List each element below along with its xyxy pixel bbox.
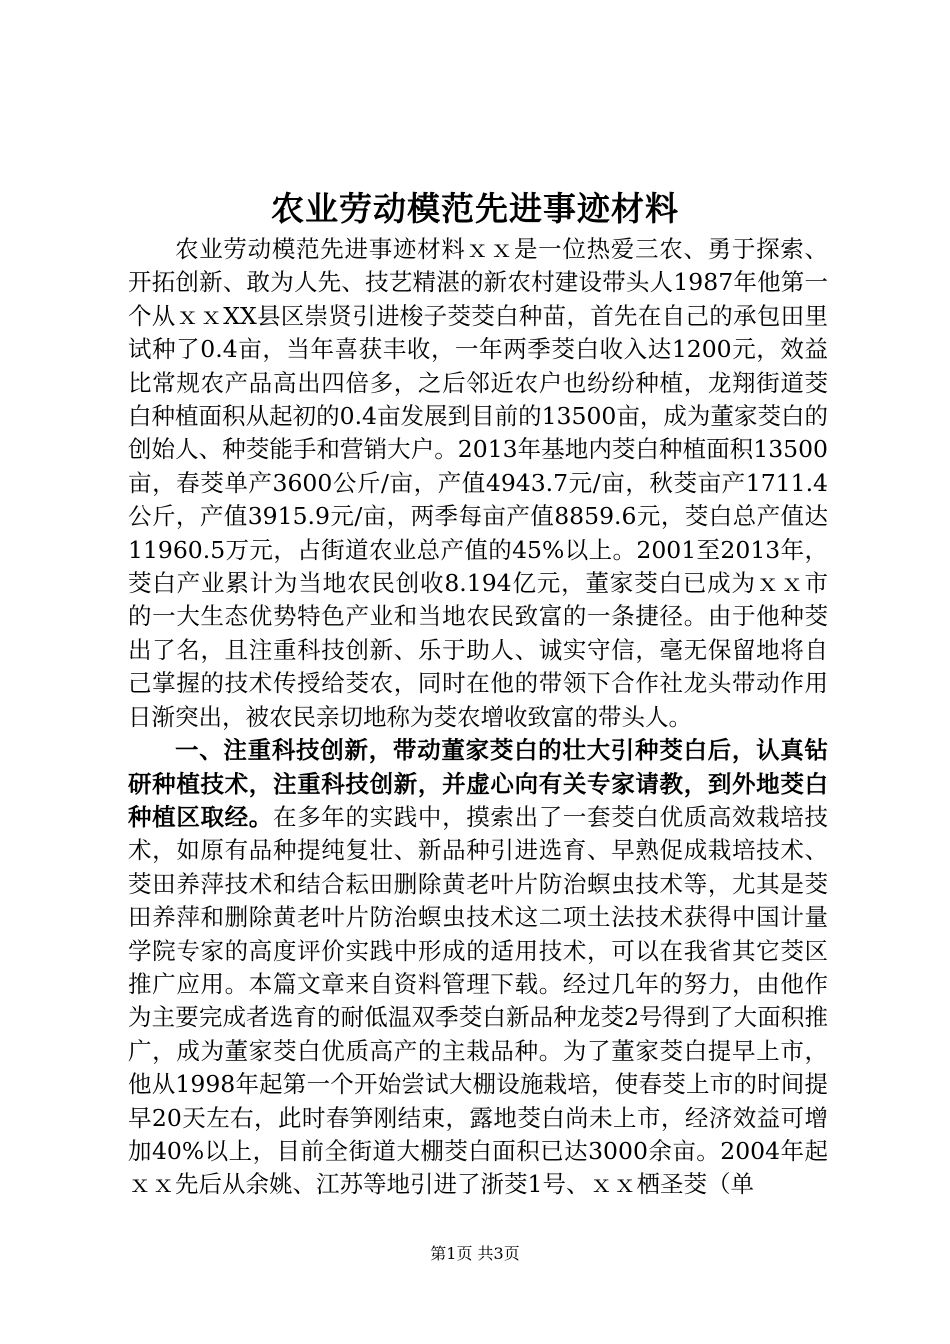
page-number-footer: 第1页 共3页 (430, 1244, 520, 1263)
section-one-text: 在多年的实践中，摸索出了一套茭白优质高效栽培技术，如原有品种提纯复壮、新品种引进选育、早熟促成栽培技术、茭田养萍技术和结合耘田删除黄老叶片防治螟虫技术等，尤其是茭田养萍和删除黄老叶片防治螟虫技术这二项土法技术获得中国计量学院专家的高度评价实践中形成的适用技术，可以在我省其它茭区推广应用。本篇文章来自资料管理下载。经过几年的努力，由他作为主要完成者选育的耐低温双季茭白新品种龙茭2号得到了大面积推广，成为董家茭白优质高产的主栽品种。为了董家茭白提早上市，他从1998年起第一个开始尝试大棚设施栽培，使春茭上市的时间提早20天左右，此时春笋刚结束，露地茭白尚未上市，经济效益可增加40%以上，目前全街道大棚茭白面积已达3000余亩。2004年起ｘｘ先后从余姚、江苏等地引进了浙茭1号、ｘｘ栖圣茭（单 (128, 802, 829, 1199)
section-one-heading: 一、注重科技创新，带动董家茭白的壮大引种茭白后，认真钻研种植技术，注重科技创新，并虚心向有关专家请教，到外地茭白种植区取经。 (128, 736, 828, 831)
paragraph-intro: 农业劳动模范先进事迹材料ｘｘ是一位热爱三农、勇于探索、开拓创新、敢为人先、技艺精湛的新农村建设带头人1987年他第一个从ｘｘXX县区崇贤引进梭子茭茭白种苗，首先在自己的承包田里试种了0.4亩，当年喜获丰收，一年两季茭白收入达1200元，效益比常规农产品高出四倍多，之后邻近农户也纷纷种植，龙翔街道茭白种植面积从起初的0.4亩发展到目前的13500亩，成为董家茭白的创始人、种茭能手和营销大户。2013年基地内茭白种植面积13500亩，春茭单产3600公斤/亩，产值4943.7元/亩，秋茭亩产1711.4公斤，产值3915.9元/亩，两季每亩产值8859.6元，茭白总产值达11960.5万元，占街道农业总产值的45%以上。2001至2013年，茭白产业累计为当地农民创收8.194亿元，董家茭白已成为ｘｘ市的一大生态优势特色产业和当地农民致富的一条捷径。由于他种茭出了名，且注重科技创新、乐于助人、诚实守信，毫无保留地将自己掌握的技术传授给茭农，同时在他的带领下合作社龙头带动作用日渐突出，被农民亲切地称为茭农增收致富的带头人。 (128, 235, 828, 731)
document-title: 农业劳动模范先进事迹材料 (271, 189, 679, 228)
document-body (128, 233, 828, 1202)
paragraph-section-one (128, 734, 828, 1202)
